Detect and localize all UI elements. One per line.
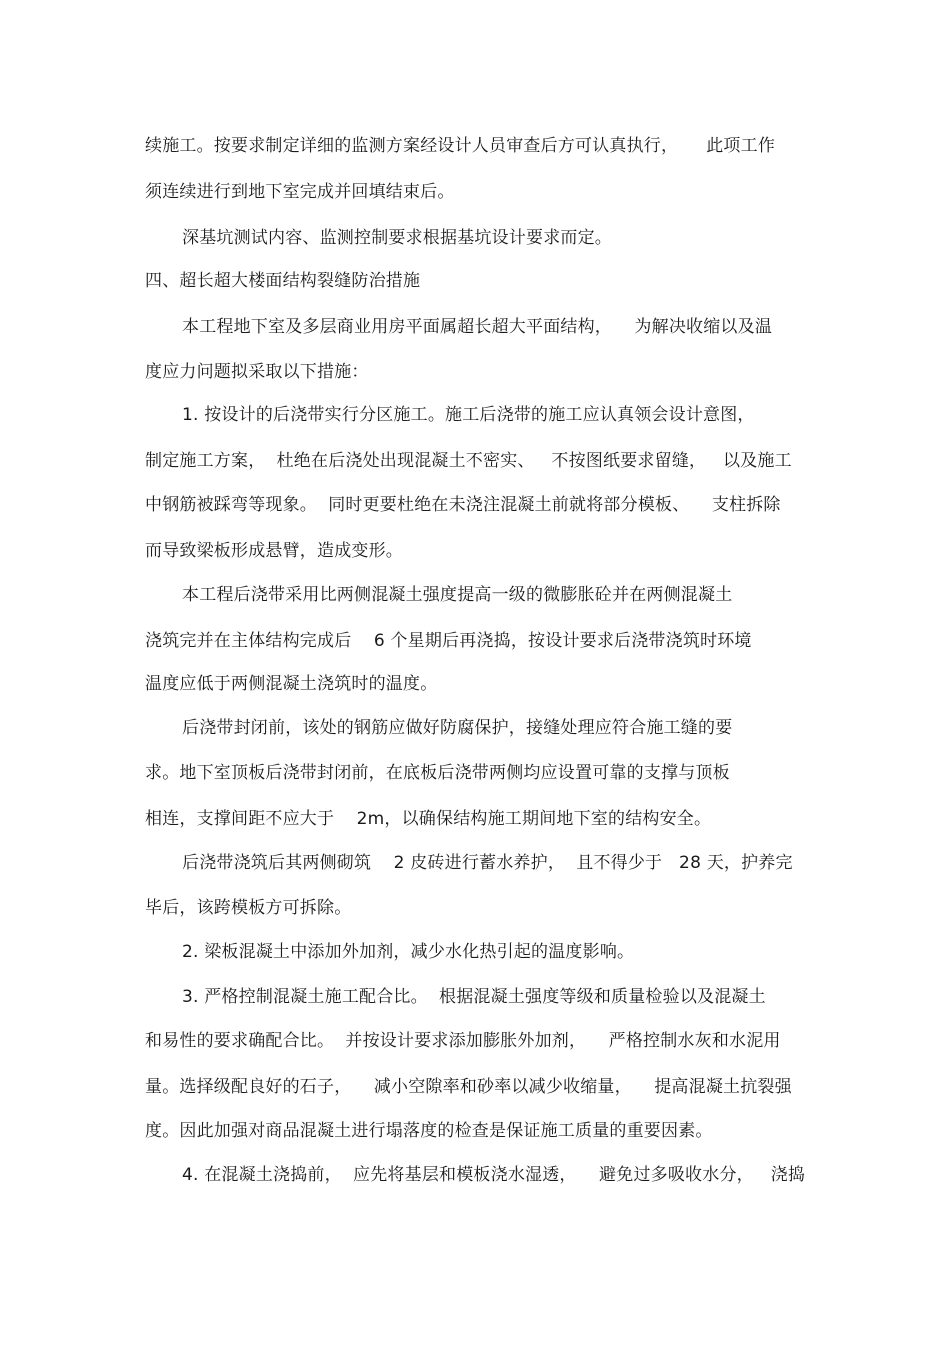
section-heading: 四、超长超大楼面结构裂缝防治措施	[145, 271, 421, 291]
text-line: 本工程地下室及多层商业用房平面属超长超大平面结构， 为解决收缩以及温	[182, 317, 773, 337]
text-line: 后浇带封闭前，该处的钢筋应做好防腐保护，接缝处理应符合施工缝的要	[182, 718, 733, 738]
text-line: 深基坑测试内容、监测控制要求根据基坑设计要求而定。	[182, 228, 612, 248]
text-line: 温度应低于两侧混凝土浇筑时的温度。	[145, 674, 438, 694]
text-line: 浇筑完并在主体结构完成后 6 个星期后再浇捣，按设计要求后浇带浇筑时环境	[145, 631, 752, 651]
text-line: 而导致梁板形成悬臂，造成变形。	[145, 541, 403, 561]
text-line: 和易性的要求确配合比。 并按设计要求添加膨胀外加剂， 严格控制水灰和水泥用	[145, 1031, 781, 1051]
text-line: 制定施工方案， 杜绝在后浇处出现混凝土不密实、 不按图纸要求留缝， 以及施工	[145, 451, 792, 471]
text-line: 度。因此加强对商品混凝土进行塌落度的检查是保证施工质量的重要因素。	[145, 1121, 713, 1141]
text-line: 中钢筋被踩弯等现象。 同时更要杜绝在未浇注混凝土前就将部分模板、 支柱拆除	[145, 495, 781, 515]
text-line: 后浇带浇筑后其两侧砌筑 2 皮砖进行蓄水养护， 且不得少于 28 天，护养完	[182, 853, 793, 873]
text-line: 续施工。按要求制定详细的监测方案经设计人员审查后方可认真执行， 此项工作	[145, 136, 776, 156]
text-line: 量。选择级配良好的石子， 减小空隙率和砂率以减少收缩量， 提高混凝土抗裂强	[145, 1077, 792, 1097]
text-line: 1. 按设计的后浇带实行分区施工。施工后浇带的施工应认真领会设计意图，	[182, 405, 755, 425]
text-line: 3. 严格控制混凝土施工配合比。 根据混凝土强度等级和质量检验以及混凝土	[182, 987, 766, 1007]
text-line: 4. 在混凝土浇捣前， 应先将基层和模板浇水湿透， 避免过多吸收水分， 浇捣	[182, 1165, 806, 1185]
text-line: 毕后，该跨模板方可拆除。	[145, 898, 352, 918]
text-line: 求。地下室顶板后浇带封闭前，在底板后浇带两侧均应设置可靠的支撑与顶板	[145, 763, 730, 783]
text-line: 须连续进行到地下室完成并回填结束后。	[145, 182, 455, 202]
text-line: 度应力问题拟采取以下措施：	[145, 362, 369, 382]
text-line: 相连，支撑间距不应大于 2m，以确保结构施工期间地下室的结构安全。	[145, 809, 712, 829]
text-line: 2. 梁板混凝土中添加外加剂，减少水化热引起的温度影响。	[182, 942, 635, 962]
text-line: 本工程后浇带采用比两侧混凝土强度提高一级的微膨胀砼并在两侧混凝土	[182, 585, 733, 605]
